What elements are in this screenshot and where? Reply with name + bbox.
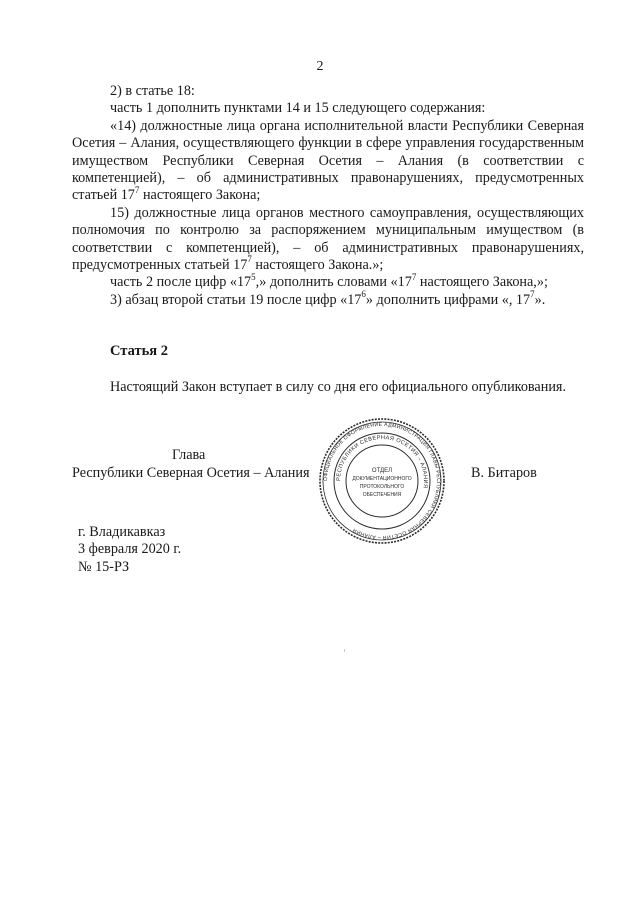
item-14-paragraph bbox=[72, 118, 584, 205]
item-3-middle: » дополнить цифрами «, 17 bbox=[365, 291, 531, 308]
part-2-paragraph bbox=[72, 271, 584, 291]
seal-graphic bbox=[318, 417, 446, 545]
item-3-paragraph bbox=[72, 289, 584, 309]
item-14-text: «14) должностные лица органа исполнительной власти Республики Северная Осетия – Алания, осуществляющего функции в сфере управления государственным имуществом Республики Северная Осетия – Алания (в соответствии с компетенцией), – об административных правонарушениях, предусмотренных статьей 17 bbox=[72, 117, 584, 204]
seal-center-line-1: ОТДЕЛ bbox=[371, 468, 393, 474]
item-14-ending: настоящего Закона; bbox=[139, 187, 261, 204]
seal-center-line-4: ОБЕСПЕЧЕНИЯ bbox=[362, 492, 402, 498]
city: г. Владикавказ bbox=[78, 524, 166, 540]
part-2-superscript-2: 7 bbox=[411, 271, 417, 282]
part-2-superscript-1: 5 bbox=[251, 271, 256, 282]
item-15-superscript: 7 bbox=[247, 254, 252, 265]
item-3-superscript-2: 7 bbox=[530, 289, 535, 300]
scan-artifact bbox=[344, 649, 345, 652]
item-3-text: 3) абзац второй статьи 19 после цифр «17 bbox=[110, 291, 362, 308]
seal-inner-text: РЕСПУБЛИКИ СЕВЕРНАЯ ОСЕТИЯ – АЛАНИЯ bbox=[335, 434, 429, 489]
seal-outer-text: ОФИЦИАЛЬНОЕ ОФОРМЛЕНИЕ АДМИНИСТРАЦИЯ ГЛАВЫ РЕСПУБЛИКИ СЕВЕРНАЯ ОСЕТИЯ – АЛАНИЯ bbox=[322, 421, 442, 541]
part-2-text: часть 2 после цифр «17 bbox=[110, 274, 252, 291]
article-2-text: Настоящий Закон вступает в силу со дня его официального опубликования. bbox=[110, 379, 566, 395]
item-3-ending: ». bbox=[534, 291, 546, 308]
part-1-intro: часть 1 дополнить пунктами 14 и 15 следующего содержания: bbox=[110, 100, 486, 117]
date: 3 февраля 2020 г. bbox=[78, 541, 182, 558]
item-15-ending: настоящего Закона.»; bbox=[251, 257, 384, 274]
item-3-superscript-1: 6 bbox=[361, 289, 366, 300]
document-number: № 15-РЗ bbox=[78, 558, 130, 575]
signatory-name: В. Битаров bbox=[471, 465, 537, 481]
item-2-heading: 2) в статье 18: bbox=[110, 83, 195, 99]
part-2-middle: ,» дополнить словами «17 bbox=[255, 274, 412, 291]
part-2-ending: настоящего Закона,»; bbox=[416, 274, 548, 291]
item-15-paragraph bbox=[72, 205, 584, 275]
seal-center-line-2: ДОКУМЕНТАЦИОННОГО bbox=[352, 476, 412, 482]
page-number: 2 bbox=[316, 59, 324, 74]
seal-center-line-3: ПРОТОКОЛЬНОГО bbox=[359, 484, 405, 490]
document-footer bbox=[78, 524, 181, 576]
amendments-text bbox=[72, 83, 584, 309]
article-2-title: Статья 2 bbox=[110, 343, 168, 359]
item-14-superscript: 7 bbox=[134, 184, 140, 195]
item-15-text: 15) должностные лица органов местного самоуправления, осуществляющих полномочия по контролю за распоряжением муниципальным имуществом (в соответствии с компетенцией), – об административных правонарушениях, предусмотренных статьей 17 bbox=[72, 204, 584, 274]
article-2-body bbox=[72, 379, 584, 396]
official-seal bbox=[318, 417, 446, 545]
signatory-title-line-2: Республики Северная Осетия – Алания bbox=[72, 465, 310, 481]
signatory-title-line-1: Глава bbox=[172, 447, 206, 463]
